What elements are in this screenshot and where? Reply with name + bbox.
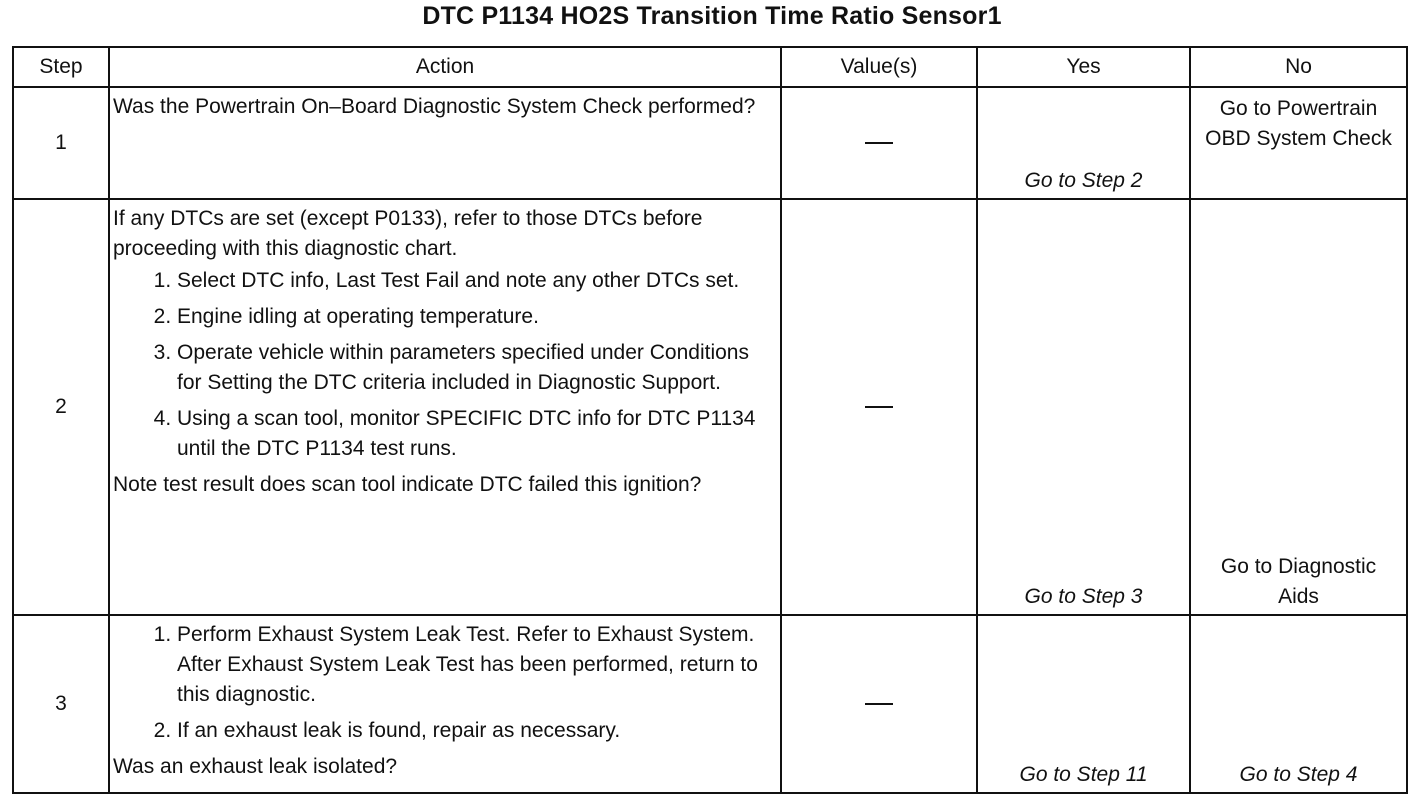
column-header-values: Value(s) xyxy=(781,47,977,87)
value-dash xyxy=(865,703,893,705)
column-header-action: Action xyxy=(109,47,781,87)
column-header-step: Step xyxy=(13,47,109,87)
list-item: 2. Engine idling at operating temperature. xyxy=(177,302,776,332)
action-question: Was an exhaust leak isolated? xyxy=(113,755,398,778)
action-cell xyxy=(109,199,781,615)
action-steps-list xyxy=(113,620,776,746)
yes-link[interactable]: Go to Step 3 xyxy=(1024,585,1143,608)
no-link[interactable]: Go to Powertrain OBD System Check xyxy=(1205,97,1392,150)
diagnostic-table xyxy=(12,46,1408,794)
action-text: Was the Powertrain On–Board Diagnostic System Check performed? xyxy=(113,95,756,118)
value-dash xyxy=(865,406,893,408)
no-link[interactable]: Go to Step 4 xyxy=(1239,763,1358,786)
no-cell xyxy=(1190,87,1407,199)
table-row xyxy=(13,87,1407,199)
value-cell xyxy=(781,87,977,199)
column-header-yes: Yes xyxy=(977,47,1190,87)
no-cell xyxy=(1190,199,1407,615)
column-header-no: No xyxy=(1190,47,1407,87)
yes-cell xyxy=(977,199,1190,615)
step-number: 1 xyxy=(13,87,109,199)
header-row xyxy=(13,47,1407,87)
yes-cell xyxy=(977,615,1190,793)
action-cell xyxy=(109,615,781,793)
list-item: 1. Select DTC info, Last Test Fail and note any other DTCs set. xyxy=(177,266,776,296)
list-item: 3. Operate vehicle within parameters specified under Conditions for Setting the DTC criteria included in Diagnostic Support. xyxy=(177,338,776,398)
table-row xyxy=(13,615,1407,793)
list-item: 4. Using a scan tool, monitor SPECIFIC DTC info for DTC P1134 until the DTC P1134 test runs. xyxy=(177,404,776,464)
yes-link[interactable]: Go to Step 11 xyxy=(1019,763,1148,786)
table-row xyxy=(13,199,1407,615)
yes-link[interactable]: Go to Step 2 xyxy=(1024,169,1143,192)
action-question: Note test result does scan tool indicate DTC failed this ignition? xyxy=(113,473,702,496)
list-item: 1. Perform Exhaust System Leak Test. Refer to Exhaust System. After Exhaust System Leak Test has been performed, return to this diagnostic. xyxy=(177,620,776,710)
step-number: 3 xyxy=(13,615,109,793)
page-title: DTC P1134 HO2S Transition Time Ratio Sensor1 xyxy=(422,2,1002,30)
no-link[interactable]: Go to Diagnostic Aids xyxy=(1220,555,1377,608)
no-cell xyxy=(1190,615,1407,793)
step-number: 2 xyxy=(13,199,109,615)
action-text: If any DTCs are set (except P0133), refer to those DTCs before proceeding with this diagnostic chart. xyxy=(113,207,703,260)
value-cell xyxy=(781,199,977,615)
value-cell xyxy=(781,615,977,793)
value-dash xyxy=(865,142,893,144)
list-item: 2. If an exhaust leak is found, repair as necessary. xyxy=(177,716,776,746)
action-cell xyxy=(109,87,781,199)
yes-cell xyxy=(977,87,1190,199)
action-steps-list xyxy=(113,266,776,464)
